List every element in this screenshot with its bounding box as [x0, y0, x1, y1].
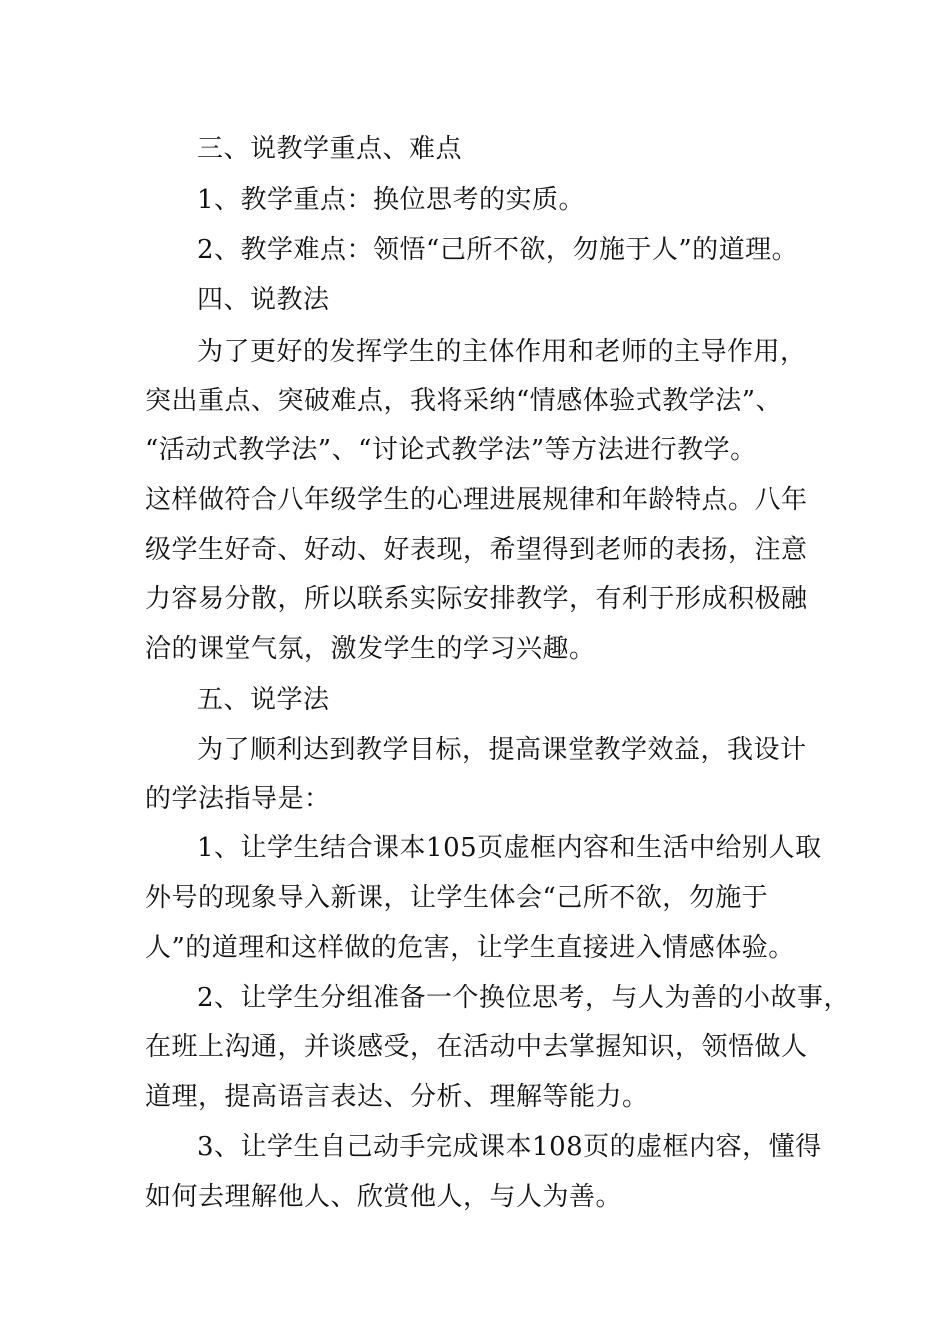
heading-teaching-method: 四、说教法 — [197, 285, 330, 315]
list-item-3-cont: 如何去理解他人、欣赏他人，与人为善。 — [145, 1182, 623, 1212]
list-item-2-cont: 在班上沟通，并谈感受，在活动中去掌握知识，领悟做人 — [145, 1032, 808, 1062]
paragraph-line: “活动式教学法”、“讨论式教学法”等方法进行教学。 — [145, 435, 757, 465]
heading-key-points: 三、说教学重点、难点 — [197, 134, 463, 164]
paragraph-line: 突出重点、突破难点，我将采纳“情感体验式教学法”、 — [145, 386, 783, 416]
list-item-3: 3、让学生自己动手完成课本108页的虚框内容，懂得 — [197, 1132, 822, 1162]
list-item-2: 2、让学生分组准备一个换位思考，与人为善的小故事， — [197, 983, 851, 1013]
list-item-1-cont: 人”的道理和这样做的危害，让学生直接进入情感体验。 — [145, 933, 795, 963]
key-point-item: 1、教学重点：换位思考的实质。 — [197, 185, 586, 215]
heading-learning-method: 五、说学法 — [197, 685, 330, 715]
difficult-point-item: 2、教学难点：领悟“己所不欲，勿施于人”的道理。 — [197, 235, 799, 265]
paragraph-line: 为了顺利达到教学目标，提高课堂教学效益，我设计 — [197, 735, 807, 765]
paragraph-line: 的学法指导是： — [145, 784, 331, 814]
list-item-1: 1、让学生结合课本105页虚框内容和生活中给别人取 — [197, 833, 822, 863]
paragraph-line: 洽的课堂气氛，激发学生的学习兴趣。 — [145, 634, 596, 664]
paragraph-line: 级学生好奇、好动、好表现，希望得到老师的表扬，注意 — [145, 535, 808, 565]
list-item-1-cont: 外号的现象导入新课，让学生体会“己所不欲，勿施于 — [145, 883, 769, 913]
paragraph-line: 这样做符合八年级学生的心理进展规律和年龄特点。八年 — [145, 485, 808, 515]
paragraph-line: 力容易分散，所以联系实际安排教学，有利于形成积极融 — [145, 584, 808, 614]
paragraph-line: 为了更好的发挥学生的主体作用和老师的主导作用， — [197, 337, 807, 367]
list-item-2-cont: 道理，提高语言表达、分析、理解等能力。 — [145, 1082, 649, 1112]
